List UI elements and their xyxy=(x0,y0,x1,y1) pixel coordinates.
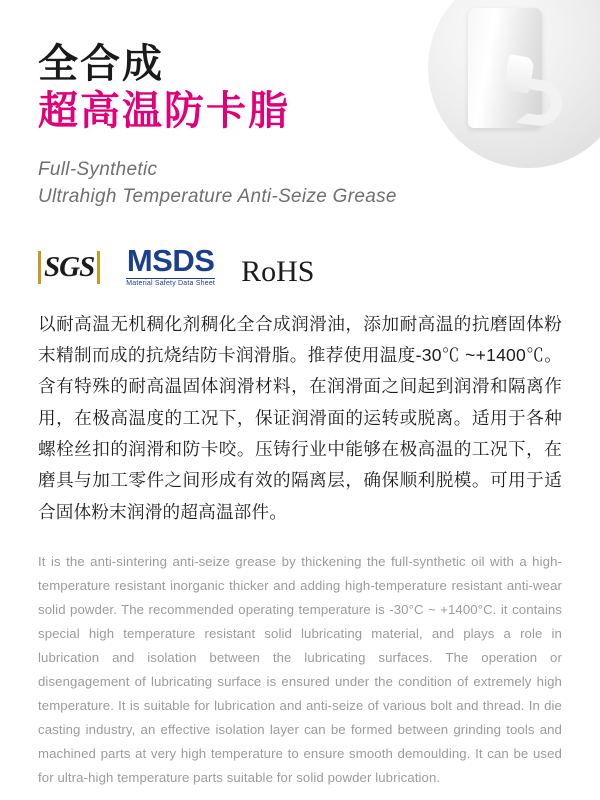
msds-logo xyxy=(126,242,216,287)
sgs-logo: SGS xyxy=(38,249,100,287)
rohs-logo: RoHS xyxy=(241,254,315,288)
title-chinese-primary: 全合成 xyxy=(38,42,164,86)
subtitle-english-line1: Full-Synthetic xyxy=(38,158,158,180)
product-photo xyxy=(410,0,600,185)
title-chinese-accent: 超高温防卡脂 xyxy=(38,88,290,133)
subtitle-english-line2: Ultrahigh Temperature Anti-Seize Grease xyxy=(38,186,397,208)
description-chinese: 以耐高温无机稠化剂稠化全合成润滑油，添加耐高温的抗磨固体粉末精制而成的抗烧结防卡润滑脂。推荐使用温度-30℃ ~+1400℃。含有特殊的耐高温固体润滑材料，在润滑面之间起到润滑和隔离作用，在极高温度的工况下，保证润滑面的运转或脱离。适用于各种螺栓丝扣的润滑和防卡咬。压铸行业中能够在极高温的工况下，在磨具与加工零件之间形成有效的隔离层，确保顺利脱模。可用于适合固体粉末润滑的超高温部件。 xyxy=(38,313,562,522)
description-english: It is the anti-sintering anti-seize grease by thickening the full-synthetic oil with a high-temperature resistant inorganic thicker and adding high-temperature resistant anti-wear solid powder. The recommended operating temperature is -30°C ~ +1400°C. it contains special high temperature resistant solid lubricating material, and plays a role in lubrication and isolation between the lubricating surfaces. The operation or disengagement of lubricating surface is ensured under the condition of extremely high temperature. It is suitable for lubrication and anti-seize of various bolt and thread. In die casting industry, an effective isolation layer can be formed between grinding tools and machined parts at very high temperature to ensure smooth demoulding. It can be used for ultra-high temperature parts suitable for solid powder lubrication. xyxy=(38,553,562,786)
certification-badges xyxy=(38,237,562,287)
msds-logo-subtitle: Material Safety Data Sheet xyxy=(126,279,216,287)
msds-logo-title: MSDS xyxy=(126,242,215,278)
